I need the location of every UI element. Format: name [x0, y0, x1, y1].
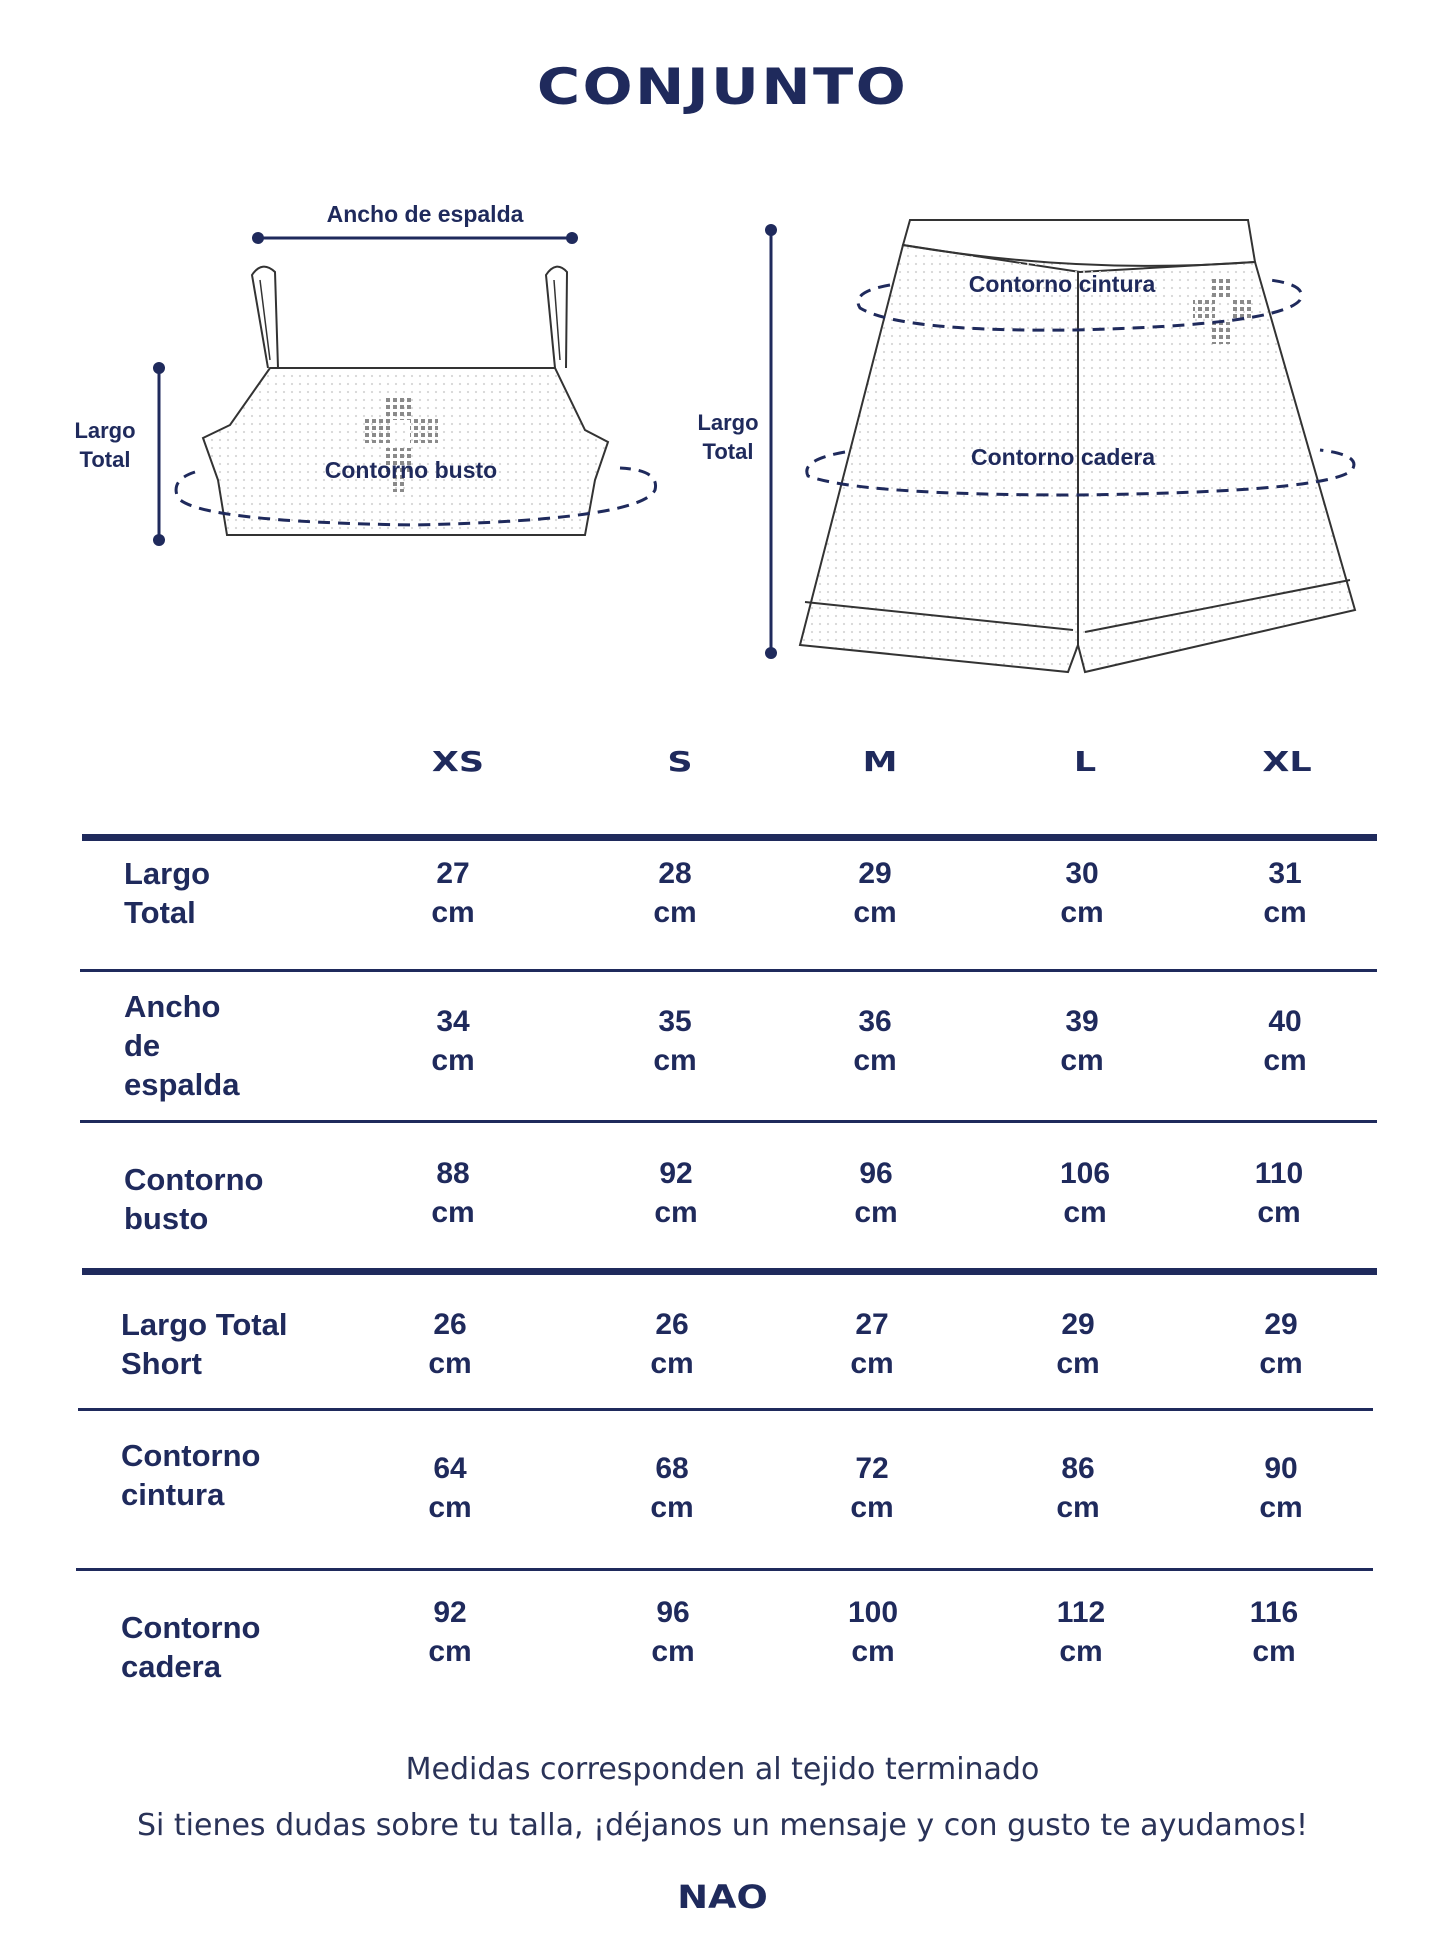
note-finished-fabric: Medidas corresponden al tejido terminado	[405, 1752, 1040, 1787]
table-cell: 34 cm	[431, 1005, 475, 1077]
row-divider	[80, 969, 1377, 972]
row-label: Contorno cintura	[121, 1438, 261, 1512]
shorts-length-label-2: Total	[702, 439, 754, 464]
shorts-length-label-1: Largo	[697, 410, 759, 435]
table-cell: 27 cm	[850, 1308, 894, 1380]
table-cell: 110 cm	[1254, 1157, 1304, 1229]
table-cell: 27 cm	[431, 857, 475, 929]
size-header-xs: XS	[431, 745, 485, 778]
table-cell: 68 cm	[650, 1452, 694, 1524]
top-bust-label: Contorno busto	[324, 457, 498, 483]
shorts-hip-label: Contorno cadera	[970, 444, 1156, 470]
row-label: Contorno busto	[124, 1162, 264, 1236]
table-cell: 40 cm	[1263, 1005, 1307, 1077]
table-top-rule	[82, 834, 1377, 841]
table-cell: 112 cm	[1056, 1596, 1106, 1668]
note-contact: Si tienes dudas sobre tu talla, ¡déjanos un mensaje y con gusto te ayudamos!	[136, 1808, 1308, 1843]
size-header-row	[0, 745, 1445, 785]
row-label: Largo Total	[124, 856, 211, 930]
table-cell: 72 cm	[850, 1452, 894, 1524]
table-cell: 29 cm	[1259, 1308, 1303, 1380]
table-cell: 90 cm	[1259, 1452, 1303, 1524]
table-cell: 29 cm	[853, 857, 897, 929]
table-cell: 92 cm	[428, 1596, 472, 1668]
row-label: Contorno cadera	[121, 1610, 261, 1684]
table-cell: 116 cm	[1249, 1596, 1299, 1668]
table-cell: 35 cm	[653, 1005, 697, 1077]
page-title: CONJUNTO	[536, 58, 909, 116]
top-illustration	[74, 201, 655, 546]
table-cell: 64 cm	[428, 1452, 472, 1524]
row-divider	[80, 1120, 1377, 1123]
table-cell: 31 cm	[1263, 857, 1307, 929]
top-length-label-1: Largo	[74, 418, 136, 443]
size-header-xl: XL	[1262, 745, 1312, 778]
size-header-s: S	[667, 745, 693, 778]
table-cell: 88 cm	[431, 1157, 475, 1229]
shorts-illustration	[697, 220, 1355, 672]
table-cell: 28 cm	[653, 857, 697, 929]
table-cell: 96 cm	[651, 1596, 695, 1668]
table-cell: 39 cm	[1060, 1005, 1104, 1077]
size-header-l: L	[1073, 745, 1097, 778]
brand-logo: NAO	[677, 1878, 768, 1916]
row-label: Ancho de espalda	[124, 989, 240, 1102]
table-cell: 26 cm	[650, 1308, 694, 1380]
section-divider	[82, 1268, 1377, 1275]
table-cell: 29 cm	[1056, 1308, 1100, 1380]
table-cell: 106 cm	[1059, 1157, 1111, 1229]
row-divider	[78, 1408, 1373, 1411]
top-width-label: Ancho de espalda	[326, 201, 524, 227]
row-label: Largo Total Short	[121, 1307, 288, 1381]
table-cell: 100 cm	[847, 1596, 899, 1668]
table-cell: 26 cm	[428, 1308, 472, 1380]
garment-diagram	[0, 180, 1445, 700]
table-cell: 96 cm	[854, 1157, 898, 1229]
table-cell: 30 cm	[1060, 857, 1104, 929]
table-cell: 92 cm	[654, 1157, 698, 1229]
table-cell: 36 cm	[853, 1005, 897, 1077]
shorts-waist-label: Contorno cintura	[968, 271, 1156, 297]
row-divider	[76, 1568, 1373, 1571]
table-cell: 86 cm	[1056, 1452, 1100, 1524]
size-header-m: M	[862, 745, 898, 778]
top-length-label-2: Total	[79, 447, 131, 472]
